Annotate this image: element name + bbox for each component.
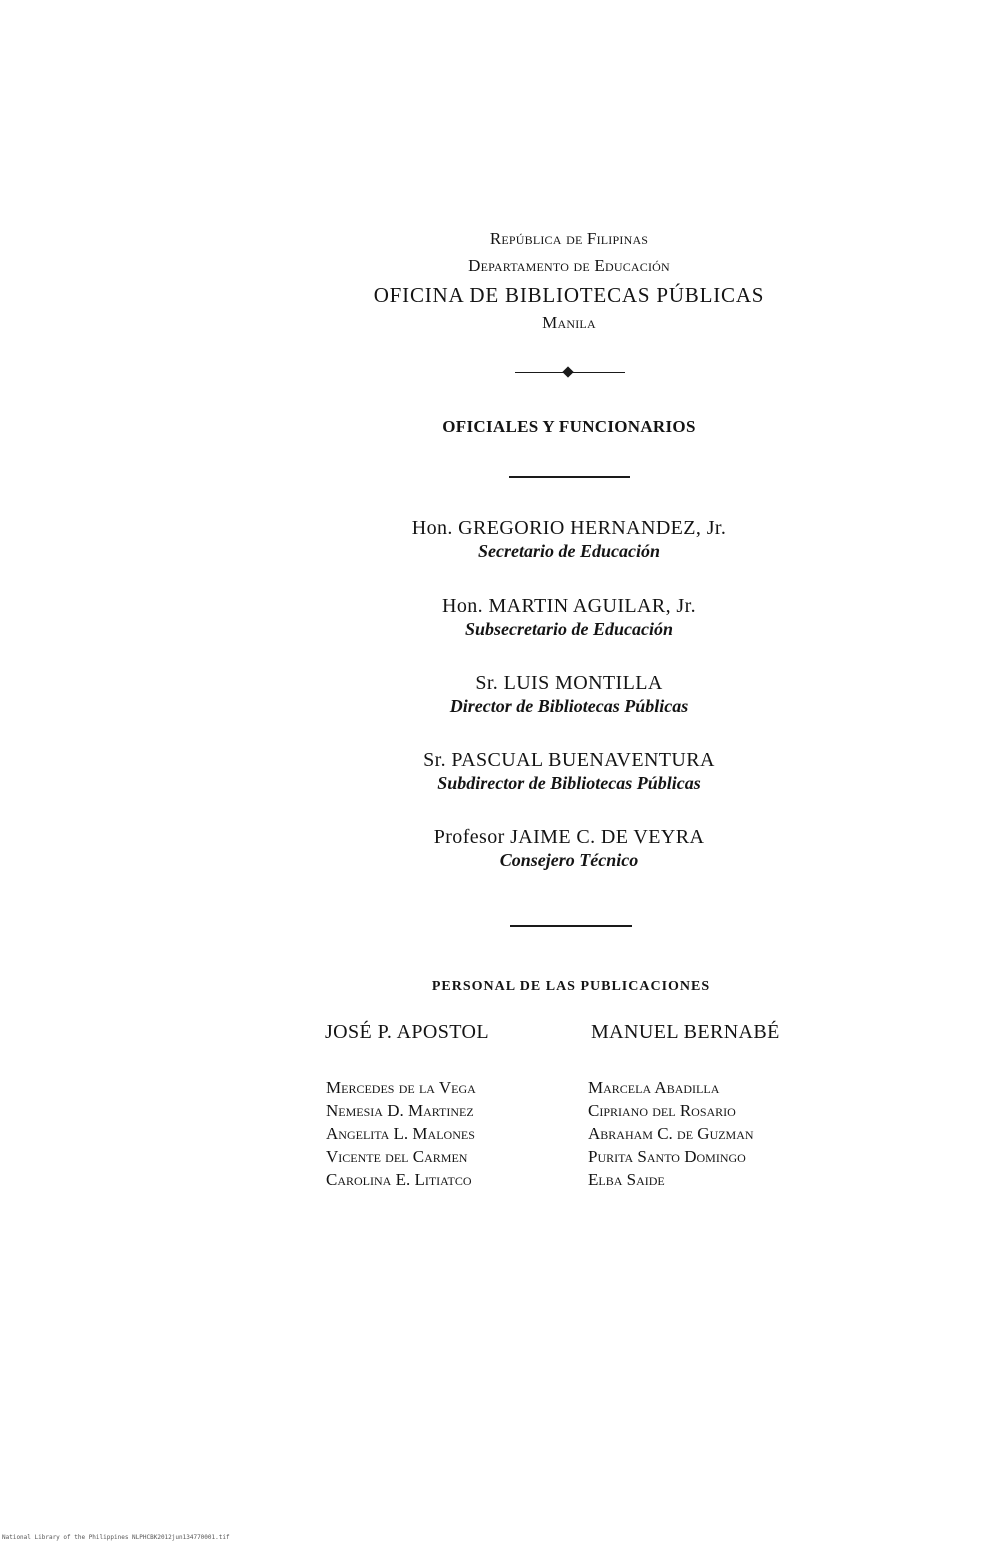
official-name-5: Profesor JAIME C. DE VEYRA: [433, 826, 705, 848]
staff-left-5: Carolina E. Litiatco: [326, 1170, 472, 1189]
staff-right-4: Purita Santo Domingo: [588, 1147, 746, 1166]
official-name-4: Sr. PASCUAL BUENAVENTURA: [423, 749, 715, 771]
header-office: OFICINA DE BIBLIOTECAS PÚBLICAS: [373, 283, 765, 307]
scan-footer: National Library of the Philippines NLPHCBK2012jun134770001.tif: [2, 1534, 230, 1541]
editor-right: MANUEL BERNABÉ: [591, 1021, 780, 1043]
official-name-1: Hon. GREGORIO HERNANDEZ, Jr.: [411, 517, 727, 539]
staff-left-3: Angelita L. Malones: [326, 1124, 475, 1143]
staff-right-3: Abraham C. de Guzman: [588, 1124, 754, 1143]
official-title-4: Subdirector de Bibliotecas Públicas: [437, 773, 701, 793]
official-title-3: Director de Bibliotecas Públicas: [449, 696, 689, 716]
header-department: Departamento de Educación: [468, 256, 670, 275]
staff-left-4: Vicente del Carmen: [326, 1147, 468, 1166]
staff-left-2: Nemesia D. Martinez: [326, 1101, 474, 1120]
official-title-5: Consejero Técnico: [499, 850, 639, 870]
editor-left: JOSÉ P. APOSTOL: [325, 1021, 490, 1043]
header-city: Manila: [542, 313, 596, 332]
official-title-2: Subsecretario de Educación: [464, 619, 674, 639]
staff-list-right: [588, 1076, 754, 1191]
divider-rule-2: [510, 925, 632, 927]
staff-list-left: [326, 1076, 476, 1191]
official-name-2: Hon. MARTIN AGUILAR, Jr.: [442, 595, 696, 617]
official-title-1: Secretario de Educación: [478, 541, 660, 561]
header-republic: República de Filipinas: [489, 229, 649, 248]
official-name-3: Sr. LUIS MONTILLA: [475, 672, 663, 694]
staff-right-1: Marcela Abadilla: [588, 1078, 720, 1097]
staff-left-1: Mercedes de la Vega: [326, 1078, 476, 1097]
staff-right-5: Elba Saide: [588, 1170, 665, 1189]
staff-right-2: Cipriano del Rosario: [588, 1101, 736, 1120]
staff-heading: PERSONAL DE LAS PUBLICACIONES: [431, 979, 711, 994]
divider-rule-1: [509, 476, 630, 478]
ornament-diamond: [562, 366, 573, 377]
officials-heading: OFICIALES Y FUNCIONARIOS: [442, 417, 696, 436]
